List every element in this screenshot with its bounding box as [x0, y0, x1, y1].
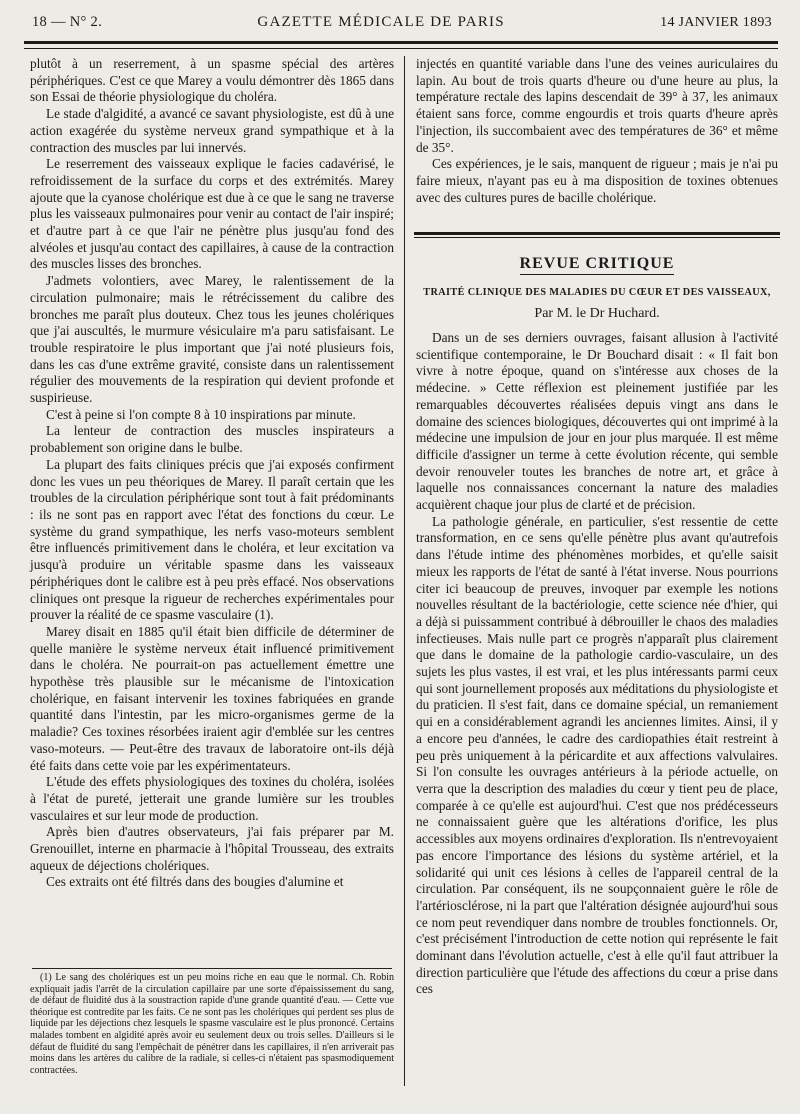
paragraph: La lenteur de contraction des muscles inspirateurs a probablement son origine dans le bulbe.	[30, 423, 394, 456]
footnote-text: (1) Le sang des cholériques est un peu moins riche en eau que le normal. Ch. Robin expliquait jadis l'arrêt de la circulation capillaire par une sorte d'épaississement du sang, de défaut de fluidité dus à la soustraction rapide d'une grande quantité d'eau. — Cette vue théorique est contredite par les faits. Ce ne sont pas les cholériques qui perdent ses plus de liquide par les déjections chez lesquels le spasme vasculaire est le plus prononcé. Certains malades tombent en algidité après avoir eu seulement deux ou trois selles. D'ailleurs si le défaut de fluidité du sang l'empêchait de pénétrer dans les capillaires, il n'en arriverait pas moins dans les artères du calibre de la radiale, si celles-ci n'étaient pas spasmodiquement contractées.	[30, 972, 394, 1076]
issue-date: 14 JANVIER 1893	[660, 15, 772, 30]
section-rule-thin	[414, 237, 780, 238]
paragraph: La pathologie générale, en particulier, s'est ressentie de cette transformation, en ce sens qu'elle pénètre plus avant qu'autrefois dans l'étude intime des phénomènes morbides, et qu'elle saisit mieux les rapports de l'état de santé à l'état inverse. Nous pourrions citer ici beaucoup de preuves, invoquer par exemple les notions nouvelles résultant de la bactériologie, cette science née d'hier, qui a déjà si puissamment contribué à débrouiller le chaos des maladies infectieuses. Mais nulle part ce progrès n'apparaît plus clairement que dans le domaine de la pathologie cardio-vasculaire, un des sujets les plus vastes, il est vrai, et les plus intéressants parmi ceux qui sont journellement proposés aux méditations du physiologiste et du praticien. Il s'est fait, dans ce domaine spécial, un remaniement qui en a considérablement agrandi les anciennes limites. Ainsi, il y a encore peu d'années, le cadre des cardiopathies était restreint à peu près uniquement à la péricardite et aux affections valvulaires. Si l'on consulte les ouvrages antérieurs à la période actuelle, on verra que la description des maladies du cœur y tient peu de place, comparée à ce qu'elle est aujourd'hui. C'est que nos prédécesseurs ne connaissaient guère que les altérations d'orifice, les plus accessibles aux moyens ordinaires d'exploration. Ils n'entrevoyaient pas encore l'importance des lésions du système artériel, et la solidarité qui unit ces lésions à celles de l'appareil central de la circulation. Par conséquent, ils ne soupçonnaient guère le rôle de l'artériosclérose, ni la part que l'altération désignée aujourd'hui sous ce nom peut revendiquer dans nombre de troubles fonctionnels. Or, c'est précisément l'introduction de cette notion qui représente le fait dominant dans l'évolution actuelle, c'est à elle qu'il faut attribuer la direction particulière que l'étude des affections du cœur a prise dans ces	[416, 513, 778, 997]
section-subtitle: TRAITÉ CLINIQUE DES MALADIES DU CŒUR ET DES VAISSEAUX,	[423, 287, 771, 298]
right-column-bottom	[416, 330, 778, 998]
section-title: REVUE CRITIQUE	[414, 255, 780, 275]
paragraph: Le stade d'algidité, a avancé ce savant physiologiste, est dû à une action exagérée du système nerveux grand sympathique et à la contraction des muscles par lui innervés.	[30, 106, 394, 155]
paragraph: plutôt à un reserrement, à un spasme spécial des artères périphériques. C'est ce que Marey a voulu démontrer dès 1865 dans son Essai de théorie physiologique du choléra.	[30, 56, 394, 105]
page-header	[32, 14, 772, 36]
paragraph: La plupart des faits cliniques précis que j'ai exposés confirment donc les vues un peu théoriques de Marey. Il paraît certain que les troubles de la circulation périphérique sont tout à fait prédominants : ils ne sont pas en rapport avec l'état des fonctions du cœur. Le système du grand sympathique, les nerfs vaso-moteurs semblent être influencés primitivement dans le choléra, et leur excitation va jusqu'à produire un véritable spasme dans les vaisseaux périphériques dont le calibre est à peu près effacé. Nos observations cliniques ont presque la rigueur de recherches expérimentales pour prouver la réalité de ce spasme vasculaire (1).	[30, 456, 394, 623]
footnote-rule	[32, 968, 392, 969]
page-number: 18 — N° 2.	[32, 14, 103, 30]
paragraph: injectés en quantité variable dans l'une des veines auriculaires du lapin. Au bout de trois quarts d'heure ou d'une heure au plus, la température rectale des lapins descendait de 39° à 37, les animaux étaient sans force, comme engourdis et trois quarts d'heure après l'injection, ils succombaient avec des températures de 36° et même de 35°.	[416, 56, 778, 155]
paragraph: Ces extraits ont été filtrés dans des bougies d'alumine et	[46, 874, 344, 890]
section-rule-thick	[414, 232, 780, 235]
paragraph: Le reserrement des vaisseaux explique le facies cadavérisé, le refroidissement de la surface du corps et des extrémités. Marey ajoute que la cyanose cholérique est due à ce que le sang ne traverse plus les vaisseaux pulmonaires pour venir au contact de l'air inspiré; et d'autre part à ce que l'air ne pénètre plus jusqu'au fond des alvéoles et jusqu'au contact des capillaires, à cause de la contraction des muscles lisses des bronches.	[30, 156, 394, 272]
journal-title: GAZETTE MÉDICALE DE PARIS	[257, 14, 505, 30]
paragraph: Après bien d'autres observateurs, j'ai fais préparer par M. Grenouillet, interne en pharmacie à l'hôpital Trousseau, des extraits aqueux de déjections cholériques.	[30, 824, 394, 873]
header-rule-thick	[24, 41, 778, 44]
paragraph: Marey disait en 1885 qu'il était bien difficile de déterminer de quelle manière le système nerveux était influencé primitivement dans le choléra. Ne pourrait-on pas actuellement émettre une hypothèse très plausible sur le mécanisme de l'intoxication cholérique, en faisant intervenir les toxines fabriquées en grande quantité dans l'intestin, par les micro-organismes germe de la maladie? Ces toxines résorbées iraient agir d'emblée sur les centres vaso-moteurs. — Peut-être des travaux de laboratoire ont-ils déjà été faits dans cette voie par les expérimentateurs.	[30, 623, 394, 773]
column-divider	[404, 56, 405, 1086]
paragraph: J'admets volontiers, avec Marey, le ralentissement de la circulation pulmonaire; mais le rétrécissement du calibre des bronches me paraît plus douteux. Chez tous les jeunes cholériques que j'ai auscultés, le murmure vésiculaire m'a paru satisfaisant. Le trouble respiratoire le plus important que j'ai noté plusieurs fois, dans les cas d'une extrême gravité, consiste dans un ralentissement régulier des mouvements de la respiration qui devient profonde et suspirieuse.	[30, 273, 394, 406]
paragraph: L'étude des effets physiologiques des toxines du choléra, isolées à l'état de pureté, jetterait une grande lumière sur les troubles vasculaires et sur leur mode de production.	[30, 774, 394, 823]
paragraph: Dans un de ses derniers ouvrages, faisant allusion à l'activité scientifique contemporaine, le Dr Bouchard disait : « Il fait bon vivre à notre époque, quand on s'intéresse aux choses de la médecine. » Cette réflexion est pleinement justifiée par les remarquables découvertes réalisées depuis vingt ans dans le domaine des sciences biologiques, découvertes qui ont imprimé à la médecine une impulsion de jour en jour plus marquée. Il est même difficile d'assigner un terme à cette évolution récente, qui semble devoir renouveler toutes les branches de notre art, et grâce à laquelle nos connaissances concernant la nature des maladies acquièrent chaque jour plus de clarté et de précision.	[416, 330, 778, 513]
header-rule-thin	[24, 48, 778, 49]
footnote	[30, 972, 394, 1076]
left-column	[30, 56, 394, 891]
paragraph: C'est à peine si l'on compte 8 à 10 inspirations par minute.	[46, 406, 356, 422]
paragraph: Ces expériences, je le sais, manquent de rigueur ; mais je n'ai pu faire mieux, n'ayant pas eu à ma disposition de toxines obtenues avec des cultures pures de bacille cholérique.	[416, 156, 778, 205]
right-column-top	[416, 56, 778, 206]
section-author: Par M. le Dr Huchard.	[534, 306, 660, 321]
